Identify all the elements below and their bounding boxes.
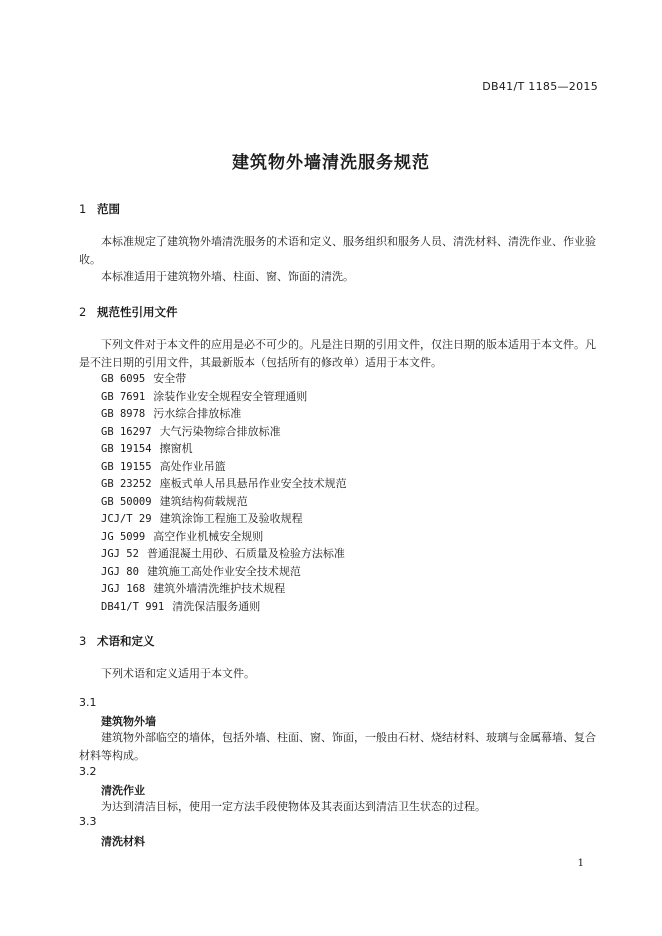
reference-list xyxy=(101,370,347,615)
section-1-paragraph-2: 本标准适用于建筑物外墙、柱面、窗、饰面的清洗。 xyxy=(101,270,354,283)
section-title: 范围 xyxy=(97,202,120,216)
reference-name: 座板式单人吊具悬吊作业安全技术规范 xyxy=(159,477,347,490)
term-name: 清洗材料 xyxy=(101,835,145,848)
section-1-heading xyxy=(79,201,120,217)
term-definition: 为达到清洁目标，使用一定方法手段使物体及其表面达到清洁卫生状态的过程。 xyxy=(101,800,486,813)
term-name: 清洗作业 xyxy=(101,784,145,797)
section-number: 1 xyxy=(79,202,87,216)
reference-code: GB 23252 xyxy=(101,478,152,490)
reference-item xyxy=(101,423,347,441)
reference-item xyxy=(101,458,347,476)
reference-code: DB41/T 991 xyxy=(101,600,165,613)
reference-name: 安全带 xyxy=(153,372,187,385)
reference-code: JGJ 168 xyxy=(101,583,146,595)
reference-name: 大气污染物综合排放标准 xyxy=(159,424,281,438)
reference-item xyxy=(101,405,347,423)
document-number: DB41/T 1185—2015 xyxy=(482,80,598,93)
section-number: 3 xyxy=(79,634,87,648)
term-number: 3.1 xyxy=(79,696,97,709)
reference-item xyxy=(101,493,347,511)
reference-item xyxy=(101,563,347,581)
section-3-intro: 下列术语和定义适用于本文件。 xyxy=(101,667,255,680)
reference-name: 涂装作业安全规程安全管理通则 xyxy=(153,389,308,403)
reference-code: GB 8978 xyxy=(101,408,146,420)
reference-name: 高处作业吊篮 xyxy=(159,459,226,473)
reference-item xyxy=(101,545,347,563)
reference-code: GB 6095 xyxy=(101,373,146,385)
term-definition: 建筑物外部临空的墙体，包括外墙、柱面、窗、饰面，一般由石材、烧结材料、玻璃与金属幕墙、复合材料等构成。 xyxy=(79,731,596,762)
reference-code: JCJ/T 29 xyxy=(101,513,152,525)
reference-name: 建筑施工高处作业安全技术规范 xyxy=(146,564,301,578)
reference-code: GB 50009 xyxy=(101,495,152,508)
section-3-heading xyxy=(79,633,155,649)
term-number: 3.3 xyxy=(79,815,97,828)
section-title: 术语和定义 xyxy=(97,634,155,648)
reference-name: 清洗保洁服务通则 xyxy=(172,599,261,613)
page-number: 1 xyxy=(577,858,584,869)
reference-name: 建筑涂饰工程施工及验收规程 xyxy=(159,512,303,525)
reference-code: GB 16297 xyxy=(101,425,152,438)
reference-code: JG 5099 xyxy=(101,530,146,543)
reference-code: JGJ 52 xyxy=(101,548,139,560)
section-2-heading xyxy=(79,304,178,320)
reference-item xyxy=(101,528,347,546)
section-number: 2 xyxy=(79,305,87,319)
reference-item xyxy=(101,580,347,598)
reference-code: GB 19154 xyxy=(101,443,152,455)
reference-item xyxy=(101,440,347,458)
reference-name: 高空作业机械安全规则 xyxy=(153,529,264,543)
reference-name: 普通混凝土用砂、石质量及检验方法标准 xyxy=(146,547,345,560)
reference-item xyxy=(101,475,347,493)
reference-item xyxy=(101,370,347,388)
section-1-paragraph-1: 本标准规定了建筑物外墙清洗服务的术语和定义、服务组织和服务人员、清洗材料、清洗作业、作业验收。 xyxy=(79,235,596,266)
reference-name: 污水综合排放标准 xyxy=(153,407,242,420)
reference-name: 建筑结构荷载规范 xyxy=(159,494,248,508)
section-title: 规范性引用文件 xyxy=(97,305,178,319)
reference-item xyxy=(101,388,347,406)
reference-code: GB 7691 xyxy=(101,390,146,403)
term-name: 建筑物外墙 xyxy=(101,715,156,728)
document-title: 建筑物外墙清洗服务规范 xyxy=(232,153,430,173)
section-2-paragraph: 下列文件对于本文件的应用是必不可少的。凡是注日期的引用文件，仅注日期的版本适用于本文件。凡是不注日期的引用文件，其最新版本（包括所有的修改单）适用于本文件。 xyxy=(79,338,596,369)
reference-code: GB 19155 xyxy=(101,460,152,473)
reference-code: JGJ 80 xyxy=(101,565,139,578)
reference-name: 建筑外墙清洗维护技术规程 xyxy=(153,582,286,595)
term-number: 3.2 xyxy=(79,765,97,778)
reference-item xyxy=(101,598,347,616)
reference-name: 擦窗机 xyxy=(159,442,193,455)
reference-item xyxy=(101,510,347,528)
